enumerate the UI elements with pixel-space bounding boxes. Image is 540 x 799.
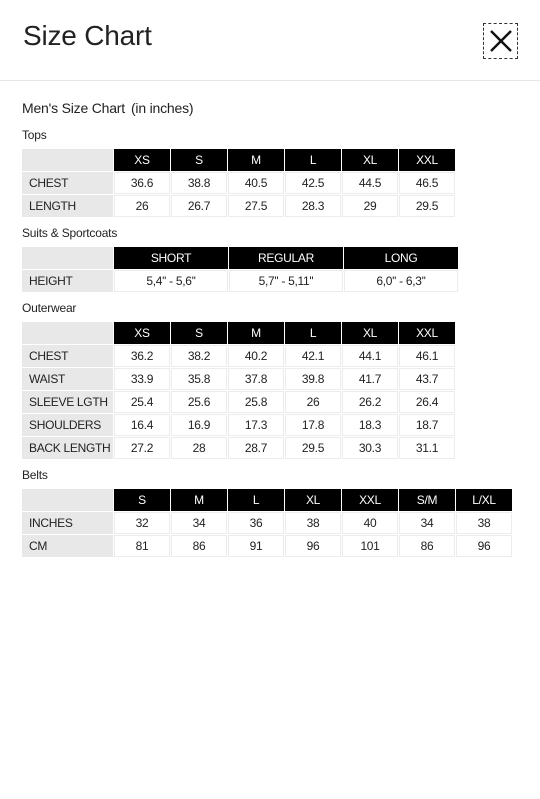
table-cell: 25.8 <box>228 391 284 413</box>
table-cell: 18.7 <box>399 414 455 436</box>
chart-heading-unit: (in inches) <box>130 100 194 116</box>
suits-table <box>21 246 459 293</box>
table-row <box>22 391 455 413</box>
table-cell: 34 <box>171 512 227 534</box>
table-cell: 29 <box>342 195 398 217</box>
table-cell: 36.2 <box>114 345 170 367</box>
table-corner <box>22 489 113 511</box>
column-header: M <box>228 322 284 344</box>
table-row <box>22 368 455 390</box>
table-cell: 30.3 <box>342 437 398 459</box>
column-header: M <box>171 489 227 511</box>
table-cell: 6,0'' - 6,3'' <box>344 270 458 292</box>
table-cell: 46.1 <box>399 345 455 367</box>
column-header: SHORT <box>114 247 228 269</box>
table-cell: 28.7 <box>228 437 284 459</box>
column-header: S <box>114 489 170 511</box>
row-label: SHOULDERS <box>22 414 113 436</box>
column-header: REGULAR <box>229 247 343 269</box>
row-label: HEIGHT <box>22 270 113 292</box>
table-cell: 25.6 <box>171 391 227 413</box>
table-cell: 38.2 <box>171 345 227 367</box>
table-cell: 81 <box>114 535 170 557</box>
column-header: XXL <box>399 149 455 171</box>
chart-heading <box>22 100 522 116</box>
column-header: XS <box>114 322 170 344</box>
column-header: XXL <box>399 322 455 344</box>
table-cell: 36 <box>228 512 284 534</box>
table-cell: 42.5 <box>285 172 341 194</box>
table-row <box>22 414 455 436</box>
outerwear-title: Outerwear <box>22 301 77 315</box>
modal-header <box>0 0 540 81</box>
table-cell: 44.5 <box>342 172 398 194</box>
table-row <box>22 535 512 557</box>
table-cell: 31.1 <box>399 437 455 459</box>
table-cell: 38.8 <box>171 172 227 194</box>
column-header: S <box>171 149 227 171</box>
table-cell: 96 <box>456 535 512 557</box>
table-cell: 35.8 <box>171 368 227 390</box>
outerwear-table <box>21 321 456 460</box>
table-cell: 96 <box>285 535 341 557</box>
table-cell: 86 <box>171 535 227 557</box>
table-cell: 5,4'' - 5,6'' <box>114 270 228 292</box>
table-cell: 86 <box>399 535 455 557</box>
table-cell: 26 <box>114 195 170 217</box>
outerwear-section <box>22 301 522 460</box>
table-cell: 38 <box>456 512 512 534</box>
table-cell: 16.9 <box>171 414 227 436</box>
table-cell: 26 <box>285 391 341 413</box>
suits-title: Suits & Sportcoats <box>22 226 118 240</box>
table-row <box>22 437 455 459</box>
table-cell: 43.7 <box>399 368 455 390</box>
close-button[interactable] <box>483 23 518 59</box>
page-title: Size Chart <box>23 20 152 51</box>
table-row <box>22 512 512 534</box>
table-cell: 37.8 <box>228 368 284 390</box>
table-cell: 38 <box>285 512 341 534</box>
table-corner <box>22 322 113 344</box>
table-cell: 33.9 <box>114 368 170 390</box>
close-icon <box>489 29 513 53</box>
row-label: CHEST <box>22 172 113 194</box>
table-cell: 28 <box>171 437 227 459</box>
column-header: XS <box>114 149 170 171</box>
suits-section <box>22 226 522 293</box>
column-header: XL <box>342 322 398 344</box>
column-header: XXL <box>342 489 398 511</box>
table-cell: 36.6 <box>114 172 170 194</box>
belts-table <box>21 488 513 558</box>
table-row <box>22 270 458 292</box>
table-cell: 26.7 <box>171 195 227 217</box>
row-label: LENGTH <box>22 195 113 217</box>
tops-table <box>21 148 456 218</box>
table-cell: 91 <box>228 535 284 557</box>
size-chart-content <box>22 100 522 566</box>
table-cell: 40 <box>342 512 398 534</box>
chart-heading-title: Men's Size Chart <box>22 100 125 116</box>
tops-title: Tops <box>22 128 47 142</box>
table-cell: 29.5 <box>399 195 455 217</box>
row-label: WAIST <box>22 368 113 390</box>
table-cell: 27.2 <box>114 437 170 459</box>
table-cell: 27.5 <box>228 195 284 217</box>
row-label: SLEEVE LGTH <box>22 391 113 413</box>
table-cell: 16.4 <box>114 414 170 436</box>
table-cell: 26.2 <box>342 391 398 413</box>
table-cell: 42.1 <box>285 345 341 367</box>
column-header: L <box>285 149 341 171</box>
table-row <box>22 345 455 367</box>
table-cell: 39.8 <box>285 368 341 390</box>
row-label: CM <box>22 535 113 557</box>
belts-title: Belts <box>22 468 48 482</box>
table-cell: 18.3 <box>342 414 398 436</box>
column-header: S <box>171 322 227 344</box>
table-corner <box>22 149 113 171</box>
table-cell: 26.4 <box>399 391 455 413</box>
table-cell: 40.2 <box>228 345 284 367</box>
row-label: BACK LENGTH <box>22 437 113 459</box>
column-header: M <box>228 149 284 171</box>
column-header: XL <box>342 149 398 171</box>
table-cell: 101 <box>342 535 398 557</box>
column-header: XL <box>285 489 341 511</box>
table-cell: 29.5 <box>285 437 341 459</box>
table-cell: 17.3 <box>228 414 284 436</box>
table-row <box>22 172 455 194</box>
column-header: LONG <box>344 247 458 269</box>
column-header: L/XL <box>456 489 512 511</box>
table-cell: 17.8 <box>285 414 341 436</box>
table-cell: 41.7 <box>342 368 398 390</box>
table-cell: 28.3 <box>285 195 341 217</box>
row-label: INCHES <box>22 512 113 534</box>
table-cell: 32 <box>114 512 170 534</box>
column-header: S/M <box>399 489 455 511</box>
table-cell: 46.5 <box>399 172 455 194</box>
table-corner <box>22 247 113 269</box>
tops-section <box>22 128 522 218</box>
table-row <box>22 195 455 217</box>
belts-section <box>22 468 522 558</box>
column-header: L <box>228 489 284 511</box>
table-cell: 40.5 <box>228 172 284 194</box>
table-cell: 5,7'' - 5,11'' <box>229 270 343 292</box>
table-cell: 44.1 <box>342 345 398 367</box>
table-cell: 34 <box>399 512 455 534</box>
row-label: CHEST <box>22 345 113 367</box>
table-cell: 25.4 <box>114 391 170 413</box>
column-header: L <box>285 322 341 344</box>
